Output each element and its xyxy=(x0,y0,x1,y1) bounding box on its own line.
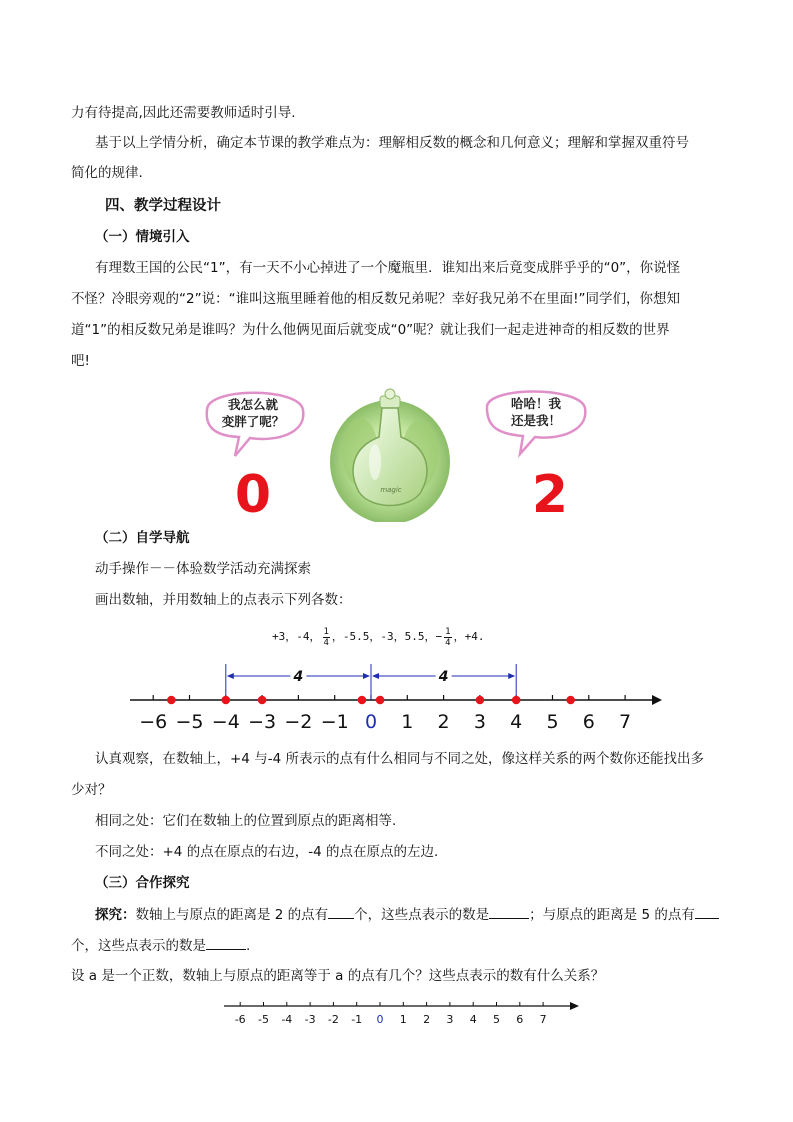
tick-label: 3 xyxy=(446,1013,454,1026)
blank-count-5[interactable] xyxy=(695,904,719,919)
tick-label: 0 xyxy=(376,1013,384,1026)
tick-label: 3 xyxy=(473,711,486,733)
number-point xyxy=(566,696,575,705)
bracket-arrow-icon xyxy=(227,673,234,679)
numbers-part-c: ，+4. xyxy=(453,630,485,643)
paragraph-difficulty-line2: 简化的规律. xyxy=(71,165,143,181)
bubble-left-line1: 我怎么就 xyxy=(227,397,279,412)
magic-bottle-illustration xyxy=(195,382,605,522)
instruction-text: 画出数轴，并用数轴上的点表示下列各数： xyxy=(95,592,352,608)
paragraph-difficulty-line1: 基于以上学情分析，确定本节课的教学难点为：理解相反数的概念和几何意义；理解和掌握双重符号 xyxy=(95,135,689,151)
number-point xyxy=(222,696,231,705)
different-point-text: 不同之处：+4 的点在原点的右边，-4 的点在原点的左边. xyxy=(95,844,439,860)
explore-line1: 探究：数轴上与原点的距离是 2 的点有 个，这些点表示的数是 ；与原点的距离是 5 的点有 xyxy=(95,904,755,925)
tick-label: −1 xyxy=(320,711,349,733)
blank-number-line xyxy=(222,996,582,1032)
number-point xyxy=(512,696,521,705)
tick-label: 6 xyxy=(582,711,595,733)
number-line-with-points xyxy=(120,660,680,740)
activity-text: 动手操作－－体验数学活动充满探索 xyxy=(95,561,311,577)
same-point-text: 相同之处：它们在数轴上的位置到原点的距离相等. xyxy=(95,813,397,829)
speech-bubble-left xyxy=(207,393,304,456)
distance-label: 4 xyxy=(293,669,304,685)
tick-label: 7 xyxy=(619,711,632,733)
fraction-sign: − xyxy=(435,630,443,643)
numbers-to-plot xyxy=(272,624,572,650)
bottle-label: magic xyxy=(380,486,402,494)
tick-label: 4 xyxy=(510,711,523,733)
blank-numbers-2[interactable] xyxy=(489,904,529,919)
bubble-left-line2: 变胖了呢？ xyxy=(221,414,285,429)
bubble-right-line2: 还是我！ xyxy=(510,413,562,428)
explore-line2: 个，这些点表示的数是 . xyxy=(71,935,731,956)
fraction-neg-quarter: $\frac{1}{4}$ xyxy=(445,626,451,648)
tick-label: 2 xyxy=(423,1013,431,1026)
tick-label: −2 xyxy=(284,711,313,733)
question-text: 设 a 是一个正数，数轴上与原点的距离等于 a 的点有几个？这些点表示的数有什么关系？ xyxy=(71,968,605,984)
tick-label: 7 xyxy=(539,1013,547,1026)
story-line3: 道“1”的相反数兄弟是谁吗？为什么他俩见面后就变成“0”呢？就让我们一起走进神奇的相反数的世界 xyxy=(71,322,670,338)
tick-label: 6 xyxy=(516,1013,524,1026)
tick-label: 4 xyxy=(469,1013,477,1026)
distance-label: 4 xyxy=(438,669,449,685)
tick-label: −5 xyxy=(175,711,204,733)
bracket-arrow-icon xyxy=(363,673,370,679)
tick-label: −3 xyxy=(248,711,277,733)
big-digit-zero: 0 xyxy=(234,465,272,522)
tick-label: -3 xyxy=(304,1013,316,1026)
observation-line1: 认真观察，在数轴上，+4 与-4 所表示的点有什么相同与不同之处，像这样关系的两个数你还能找出多 xyxy=(95,751,704,767)
tick-label: 1 xyxy=(399,1013,407,1026)
tick-label: 5 xyxy=(546,711,559,733)
blank-count-2[interactable] xyxy=(328,904,354,919)
section-title-teaching-process: 四、教学过程设计 xyxy=(105,198,221,214)
number-point xyxy=(376,696,385,705)
tick-label: -5 xyxy=(258,1013,269,1026)
tick-label: -4 xyxy=(281,1013,293,1026)
story-line1: 有理数王国的公民“1”，有一天不小心掉进了一个魔瓶里．谁知出来后竟变成胖乎乎的“0”，你说怪 xyxy=(95,260,681,276)
number-point xyxy=(258,696,267,705)
axis-arrow-icon xyxy=(652,695,662,705)
tick-label: -2 xyxy=(327,1013,339,1026)
speech-bubble-right xyxy=(487,392,585,455)
paragraph-ending: 力有待提高,因此还需要教师适时引导. xyxy=(71,105,296,121)
tick-label: 2 xyxy=(437,711,450,733)
fraction-quarter: $\frac{1}{4}$ xyxy=(323,626,329,648)
part-title-cooperative: （三）合作探究 xyxy=(95,875,190,891)
tick-label: −4 xyxy=(211,711,240,733)
numbers-part-a: +3，-4， xyxy=(272,630,321,643)
blank-numbers-5[interactable] xyxy=(206,935,246,950)
explore-label: 探究： xyxy=(95,907,136,923)
big-digit-two: 2 xyxy=(531,465,569,522)
tick-label: −6 xyxy=(139,711,168,733)
number-point xyxy=(358,696,367,705)
tick-label: 0 xyxy=(364,711,378,733)
part-title-self-study: （二）自学导航 xyxy=(95,530,190,546)
tick-label: 1 xyxy=(401,711,414,733)
magic-bottle-icon xyxy=(330,389,450,522)
observation-line2: 少对？ xyxy=(71,782,112,798)
story-line4: 吧! xyxy=(71,353,90,369)
bracket-arrow-icon xyxy=(508,673,515,679)
numbers-part-b: ，-5.5，-3，5.5， xyxy=(331,630,436,643)
bracket-arrow-icon xyxy=(372,673,379,679)
tick-label: 5 xyxy=(493,1013,500,1026)
axis-arrow-icon xyxy=(570,1002,579,1010)
number-point xyxy=(167,696,176,705)
tick-label: -6 xyxy=(234,1013,246,1026)
story-line2: 不怪？冷眼旁观的“2”说：“谁叫这瓶里睡着他的相反数兄弟呢？幸好我兄弟不在里面!”同学们，你想知 xyxy=(71,291,680,307)
part-title-situation: （一）情境引入 xyxy=(95,229,190,245)
number-point xyxy=(476,696,485,705)
bubble-right-line1: 哈哈！我 xyxy=(510,396,562,411)
tick-label: -1 xyxy=(351,1013,363,1026)
